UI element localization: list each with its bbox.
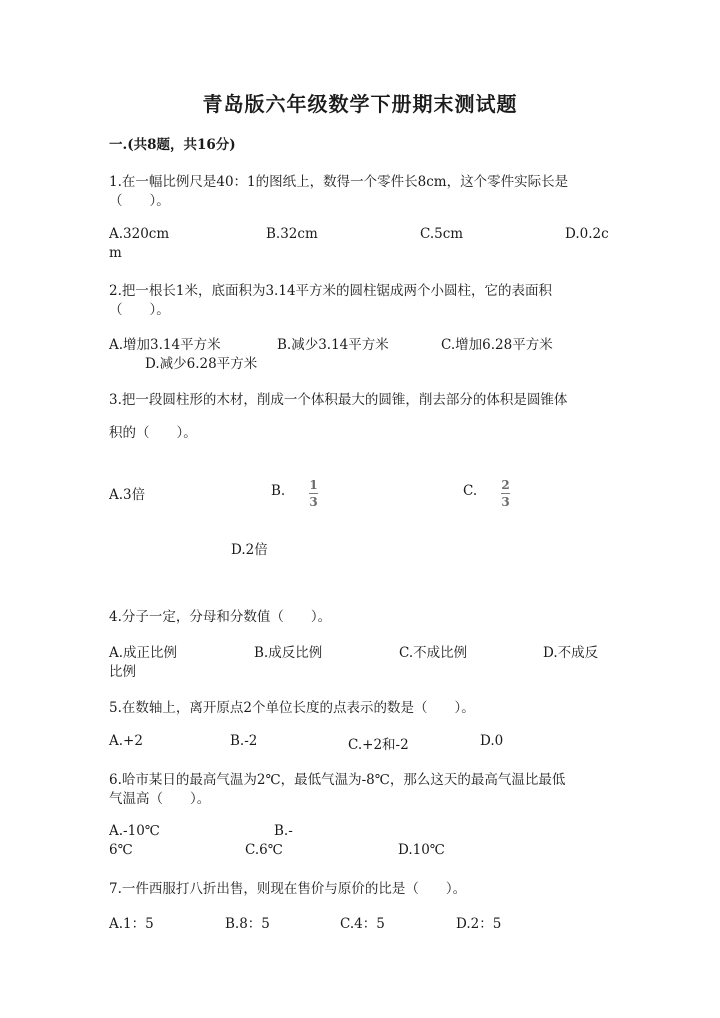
option-d: D.0.2c: [565, 226, 609, 242]
option-a: A.增加3.14平方米: [109, 337, 221, 353]
option-b: B.8：5: [225, 916, 270, 932]
question-text: 1.在一幅比例尺是40：1的图纸上，数得一个零件长8cm，这个零件实际长是: [109, 174, 569, 190]
option-b-cont: 6℃: [109, 842, 133, 858]
option-d: D.不成反: [543, 645, 599, 661]
option-a: A.+2: [109, 733, 143, 749]
option-a: A.-10℃: [109, 823, 160, 839]
option-c: C.4：5: [340, 916, 385, 932]
option-c: C.6℃: [245, 842, 283, 858]
question-text-cont: 气温高（ ）。: [109, 791, 211, 807]
question-text-cont: （ ）。: [109, 302, 170, 318]
option-d-cont: 比例: [109, 664, 136, 680]
option-c: C.不成比例: [399, 645, 468, 661]
option-d: D.10℃: [398, 842, 445, 858]
question-text: 3.把一段圆柱形的木材，削成一个体积最大的圆锥，削去部分的体积是圆锥体: [109, 392, 568, 408]
fraction-denominator: 3: [309, 495, 318, 509]
question-text: 2.把一根长1米，底面积为3.14平方米的圆柱锯成两个小圆柱，它的表面积: [109, 283, 553, 299]
option-b: B.减少3.14平方米: [277, 337, 389, 353]
option-b-fraction: [309, 479, 318, 508]
question-text: 4.分子一定，分母和分数值（ ）。: [109, 609, 332, 625]
option-a: A.320cm: [109, 226, 170, 242]
option-c: C.5cm: [420, 226, 464, 242]
section-heading: 一.(共8题，共16分): [109, 137, 236, 153]
option-a: A.成正比例: [109, 645, 178, 661]
question-text-cont: 积的（ ）。: [109, 425, 197, 441]
option-b: B.-: [274, 823, 293, 839]
fraction-bar: [501, 493, 510, 494]
question-text: 6.哈市某日的最高气温为2℃，最低气温为-8℃，那么这天的最高气温比最低: [109, 772, 566, 788]
page-title: 青岛版六年级数学下册期末测试题: [202, 92, 518, 116]
fraction-bar: [309, 493, 318, 494]
question-text: 5.在数轴上，离开原点2个单位长度的点表示的数是（ ）。: [109, 700, 475, 716]
option-d: D.减少6.28平方米: [145, 356, 258, 372]
option-c: C.增加6.28平方米: [441, 337, 553, 353]
question-text-cont: （ ）。: [109, 193, 170, 209]
question-text: 7.一件西服打八折出售，则现在售价与原价的比是（ ）。: [109, 881, 467, 897]
fraction-denominator: 3: [501, 495, 510, 509]
option-d-cont: m: [109, 245, 122, 261]
fraction-numerator: 1: [309, 478, 318, 492]
option-c-fraction: [501, 479, 510, 508]
option-b: B.成反比例: [254, 645, 323, 661]
option-a: A.1：5: [109, 916, 154, 932]
option-b: B.: [271, 483, 286, 499]
option-c: C.+2和-2: [348, 737, 409, 753]
option-a: A.3倍: [109, 487, 146, 503]
option-d: D.2：5: [456, 916, 502, 932]
fraction-numerator: 2: [501, 478, 510, 492]
option-b: B.32cm: [266, 226, 318, 242]
option-c: C.: [463, 483, 478, 499]
option-d: D.2倍: [231, 542, 268, 558]
option-d: D.0: [480, 733, 504, 749]
option-b: B.-2: [230, 733, 258, 749]
